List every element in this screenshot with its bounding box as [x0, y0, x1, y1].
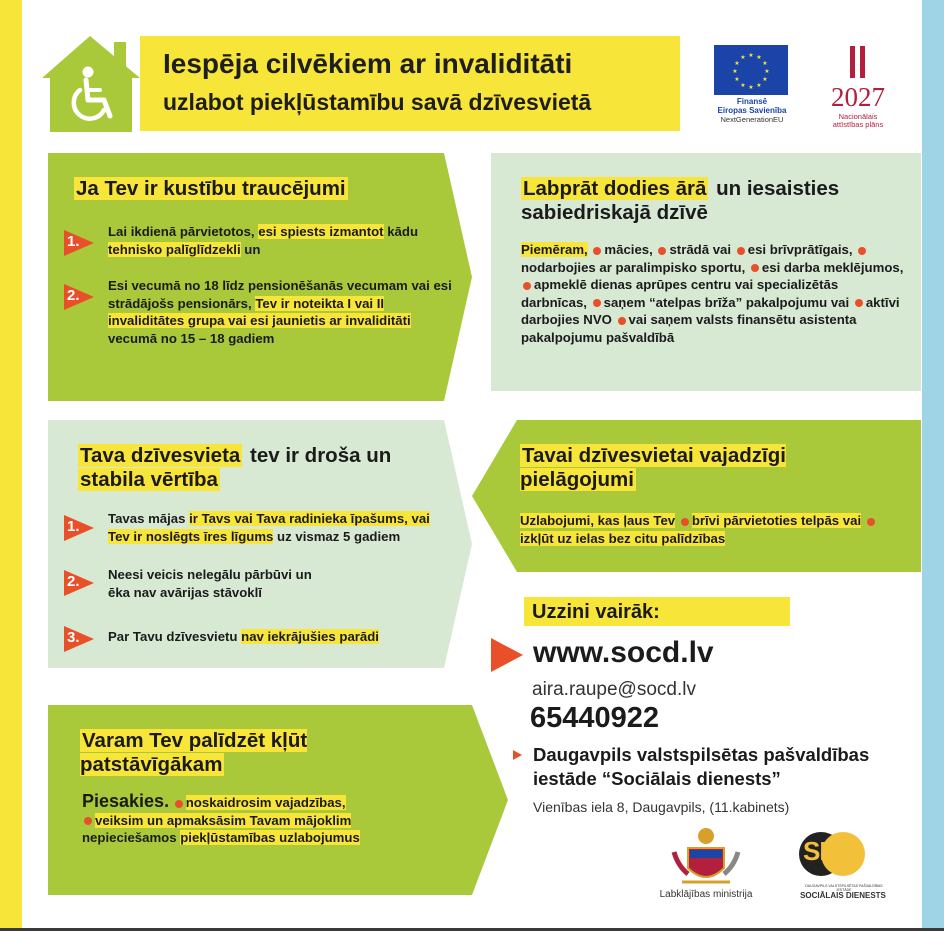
page-title: Iespēja cilvēkiem ar invaliditāti [163, 48, 573, 79]
social-service-logo-initials: SD [803, 836, 838, 866]
social-life-panel [491, 153, 921, 391]
right-blue-stripe [922, 0, 944, 931]
dwelling-heading: Tava dzīvesvieta tev ir droša un stabila vērtība [80, 444, 392, 491]
arrow-right-icon [491, 638, 523, 672]
number-badge: 1. [64, 230, 94, 256]
ministry-label: Labklājības ministrija [659, 889, 753, 900]
email-link[interactable]: aira.raupe@socd.lv [532, 679, 696, 700]
wheelchair-house-icon [40, 34, 146, 134]
mobility-panel [48, 153, 472, 401]
svg-text:★: ★ [748, 84, 754, 91]
svg-text:★: ★ [732, 68, 738, 75]
svg-text:★: ★ [748, 52, 754, 59]
mobility-item-1: Lai ikdienā pārvietotos, esi spiests izmantot kādu tehnisko palīglīdzekli un [108, 224, 419, 257]
mobility-heading: Ja Tev ir kustību traucējumi [76, 177, 346, 200]
social-service-label: SOCIĀLAIS DIENESTS [800, 891, 886, 900]
left-yellow-stripe [0, 0, 22, 931]
eu-flag-icon [714, 45, 788, 95]
svg-text:★: ★ [756, 54, 762, 61]
social-life-examples: Piemēram, mācies, strādā vai esi brīvprātīgais, nodarbojies ar paralimpisko sportu, esi darba meklējumos, apmeklē dienas aprūpes centru vai specializētās darbnīcas, saņem “atelpas brīža” pakalpojumu vai aktīvi darbojies NVO vai saņem valsts finansētu asistenta pakalpojumu pašvaldībā [521, 242, 904, 345]
adaptations-text: Uzlabojumi, kas ļaus Tev brīvi pārvietoties telpās vai izkļūt uz ielas bez citu palīdzības [520, 512, 910, 547]
svg-text:★: ★ [762, 76, 768, 83]
plan-year: 2027 [831, 82, 885, 112]
social-life-heading: Labprāt dodies ārā un iesaisties sabiedriskajā dzīvē [521, 177, 840, 224]
mobility-item-2: Esi vecumā no 18 līdz pensionēšanās vecumam vai esi strādājošs pensionārs, Tev ir noteikta I vai II invaliditātes grupa vai esi jaunietis ar invaliditāti vecumā no 15 – 18 gadiem [108, 278, 452, 346]
svg-text:★: ★ [756, 82, 762, 89]
svg-text:★: ★ [740, 54, 746, 61]
phone-number[interactable]: 65440922 [530, 702, 660, 734]
adaptations-heading: Tavai dzīvesvietai vajadzīgi pielāgojumi [520, 444, 786, 491]
dwelling-item-3: Par Tavu dzīvesvietu nav iekrājušies parādi [108, 629, 379, 644]
number-badge: 1. [64, 515, 94, 541]
page-subtitle: uzlabot piekļūstamību savā dzīvesvietā [163, 89, 592, 115]
svg-text:★: ★ [762, 60, 768, 67]
ministry-coat-of-arms-icon [664, 826, 748, 888]
dwelling-panel [48, 420, 472, 668]
dwelling-item-1: Tavas mājas ir Tavs vai Tava radinieka īpašums, vai Tev ir noslēgts īres līgums uz vismaz 5 gadiem [108, 511, 430, 544]
social-service-small-label: DAUGAVPILS VALSTSPILSĒTAS PAŠVALDĪBAS IESTĀDE [805, 884, 883, 892]
organization-name: Daugavpils valstspilsētas pašvaldības iestāde “Sociālais dienests” [533, 744, 870, 789]
number-badge: 2. [64, 284, 94, 310]
learn-more-label: Uzzini vairāk: [532, 601, 660, 623]
website-link[interactable]: www.socd.lv [533, 636, 714, 669]
help-text: Piesakies. noskaidrosim vajadzības, veiksim un apmaksāsim Tavam mājoklim nepieciešamos piekļūstamības uzlabojumus [82, 791, 360, 845]
number-badge: 3. [64, 626, 94, 652]
svg-text:★: ★ [764, 68, 770, 75]
svg-text:★: ★ [740, 82, 746, 89]
help-heading: Varam Tev palīdzēt kļūt patstāvīgākam [80, 729, 308, 776]
svg-text:★: ★ [734, 76, 740, 83]
adaptations-panel [472, 420, 921, 572]
bullet-arrow-icon [513, 750, 522, 760]
svg-text:★: ★ [734, 60, 740, 67]
address: Vienības iela 8, Daugavpils, (11.kabinets) [533, 799, 790, 815]
eu-funding-label: Finansē Eiropas Savienība NextGenerationEU [717, 97, 787, 124]
plan-label: Nacionālais attīstības plāns [832, 112, 884, 129]
number-badge: 2. [64, 570, 94, 596]
help-panel [48, 705, 508, 895]
dwelling-item-2: Neesi veicis nelegālu pārbūvi un ēka nav avārijas stāvoklī [108, 567, 312, 600]
